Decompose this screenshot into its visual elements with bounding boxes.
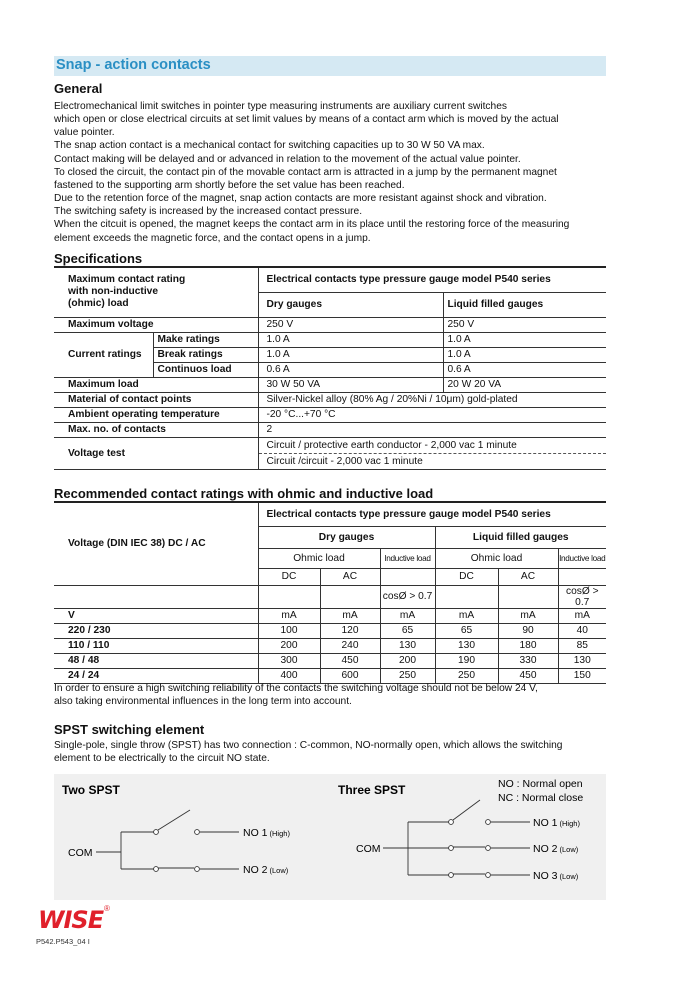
general-heading: General <box>54 81 103 96</box>
spst-heading: SPST switching element <box>54 722 205 737</box>
rec-cell: 90 <box>498 623 558 638</box>
legend-nc: NC : Normal close <box>498 792 584 804</box>
spec-label: Make ratings <box>153 332 258 347</box>
rec-dc: DC <box>258 568 320 585</box>
spst-line: Single-pole, single throw (SPST) has two connection : C-common, NO-normally open, which allows the switching <box>54 740 563 751</box>
spec-label: Maximum load <box>54 377 258 392</box>
spec-label: Continuos load <box>153 362 258 377</box>
rec-header-top: Electrical contacts type pressure gauge model P540 series <box>258 503 606 526</box>
general-line: Electromechanical limit switches in pointer type measuring instruments are auxiliary current switches <box>54 101 507 112</box>
spec-label: Current ratings <box>54 332 153 377</box>
rec-inductive: Inductive load <box>380 548 435 568</box>
general-line: Due to the retention force of the magnet, snap action contacts are more resistant against shock and vibration. <box>54 193 547 205</box>
rec-voltage: 48 / 48 <box>54 653 258 668</box>
rec-cell: 330 <box>498 653 558 668</box>
general-line: which open or close electrical circuits at set limit values by means of a contact arm which is moved by the actual <box>54 114 559 126</box>
spec-label: Ambient operating temperature <box>54 407 258 422</box>
rec-unit: mA <box>435 608 498 623</box>
general-line: When the citcuit is opened, the magnet keeps the contact arm in its place until the restoring force of the measuring <box>54 219 570 231</box>
spec-header-top: Electrical contacts type pressure gauge model P540 series <box>258 268 606 292</box>
rec-unit-v: V <box>54 608 258 623</box>
spec-value: Circuit /circuit - 2,000 vac 1 minute <box>266 455 423 467</box>
spec-label: Voltage test <box>54 437 258 469</box>
rec-cell: 180 <box>498 638 558 653</box>
spec-header-line: with non-inductive <box>68 286 158 298</box>
no1-label: NO 1 (High) <box>533 817 580 829</box>
spec-header-line: (ohmic) load <box>68 298 129 310</box>
rec-cell: 190 <box>435 653 498 668</box>
rec-cell: 150 <box>558 668 606 683</box>
rec-cell: 200 <box>258 638 320 653</box>
contact-points <box>154 830 200 872</box>
table-row <box>54 638 606 653</box>
spec-value: 0.6 A <box>258 362 443 377</box>
spec-value: 0.6 A <box>443 362 606 377</box>
rec-cell: 130 <box>435 638 498 653</box>
general-line: The switching safety is increased by the increased contact pressure. <box>54 206 363 218</box>
general-line: The snap action contact is a mechanical contact for switching capacities up to 30 W 50 VA max. <box>54 140 485 152</box>
spec-value: 1.0 A <box>258 332 443 347</box>
rec-voltage: 110 / 110 <box>54 638 258 653</box>
rec-blank <box>498 585 558 608</box>
general-line: Contact making will be delayed and or advanced in relation to the movement of the actual value pointer. <box>54 153 521 165</box>
specifications-table <box>54 268 606 470</box>
rec-ohmic: Ohmic load <box>435 548 558 568</box>
page-title: Snap - action contacts <box>56 57 211 73</box>
rec-cell: 240 <box>320 638 380 653</box>
table-row <box>54 623 606 638</box>
table-row <box>54 668 606 683</box>
rec-blank <box>435 585 498 608</box>
rec-cell: 450 <box>498 668 558 683</box>
recommended-heading: Recommended contact ratings with ohmic and inductive load <box>54 486 434 501</box>
rec-dc: DC <box>435 568 498 585</box>
spec-value: Circuit / protective earth conductor - 2,000 vac 1 minute <box>259 438 607 454</box>
rec-blank <box>320 585 380 608</box>
rec-unit: mA <box>380 608 435 623</box>
two-spst-wiring <box>96 810 239 869</box>
note-line: also taking environmental influences in the long term into account. <box>54 696 352 708</box>
rec-cell: 65 <box>435 623 498 638</box>
com-label: COM <box>68 847 93 859</box>
com-label: COM <box>356 843 381 855</box>
rec-cell: 300 <box>258 653 320 668</box>
rec-unit: mA <box>558 608 606 623</box>
rec-cell: 250 <box>380 668 435 683</box>
spec-value: 250 V <box>258 317 443 332</box>
spec-label: Material of contact points <box>54 392 258 407</box>
rec-inductive: Inductive load <box>558 548 606 568</box>
rec-blank <box>380 568 435 585</box>
spec-header-line: Maximum contact rating <box>68 274 186 286</box>
rec-cell: 40 <box>558 623 606 638</box>
rec-cell: 85 <box>558 638 606 653</box>
no3-label: NO 3 (Low) <box>533 870 579 882</box>
rec-cell: 65 <box>380 623 435 638</box>
rec-voltage: 24 / 24 <box>54 668 258 683</box>
general-line: fastened to the supporting arm shortly before the set value has been reached. <box>54 179 405 191</box>
rec-ohmic: Ohmic load <box>258 548 380 568</box>
spec-col-dry: Dry gauges <box>258 292 443 317</box>
rec-cell: 600 <box>320 668 380 683</box>
rec-cell: 100 <box>258 623 320 638</box>
spst-diagram-panel <box>54 774 606 900</box>
rec-ac: AC <box>320 568 380 585</box>
recommended-note <box>54 682 614 708</box>
rec-cell: 200 <box>380 653 435 668</box>
spst-text <box>54 739 614 765</box>
spec-value: 30 W 50 VA <box>258 377 443 392</box>
rec-blank <box>558 568 606 585</box>
rec-cell: 400 <box>258 668 320 683</box>
recommended-table <box>54 503 606 684</box>
spec-value: Silver-Nickel alloy (80% Ag / 20%Ni / 10μm) gold-plated <box>258 392 606 407</box>
general-line: To closed the circuit, the contact pin of the movable contact arm is attracted in a jump by the permanent magnet <box>54 166 557 178</box>
rec-liquid: Liquid filled gauges <box>435 526 606 548</box>
rec-voltage: 220 / 230 <box>54 623 258 638</box>
rec-blank <box>258 585 320 608</box>
no2-label: NO 2 (Low) <box>243 864 289 876</box>
spec-value: 250 V <box>443 317 606 332</box>
spst-line: element to be electrically to the circuit NO state. <box>54 753 270 765</box>
spec-label: Break ratings <box>153 347 258 362</box>
rec-dry: Dry gauges <box>258 526 435 548</box>
rec-cos: cosØ > 0.7 <box>380 585 435 608</box>
note-line: In order to ensure a high switching reliability of the contacts the switching voltage should not be below 24 V, <box>54 683 538 694</box>
spec-value: 1.0 A <box>258 347 443 362</box>
legend-no: NO : Normal open <box>498 778 583 790</box>
rec-blank <box>54 585 258 608</box>
two-spst-title: Two SPST <box>62 783 120 797</box>
spec-label: Max. no. of contacts <box>54 422 258 437</box>
spec-value-cell <box>258 437 606 469</box>
three-spst-wiring <box>383 800 530 875</box>
spec-col-liquid: Liquid filled gauges <box>443 292 606 317</box>
rec-cell: 250 <box>435 668 498 683</box>
spst-diagram <box>54 774 606 900</box>
rec-unit: mA <box>258 608 320 623</box>
contact-points <box>449 820 491 878</box>
spec-label: Maximum voltage <box>54 317 258 332</box>
document-code: P542.P543_04 I <box>36 937 90 946</box>
no2-label: NO 2 (Low) <box>533 843 579 855</box>
logo-text: WISE <box>38 906 104 934</box>
section-title-bar <box>54 56 606 76</box>
rec-unit: mA <box>320 608 380 623</box>
rec-ac: AC <box>498 568 558 585</box>
spec-value: 20 W 20 VA <box>443 377 606 392</box>
spec-value: -20 °C...+70 °C <box>258 407 606 422</box>
rec-cell: 130 <box>380 638 435 653</box>
general-text <box>54 100 614 245</box>
general-line: element exceeds the magnetic force, and the contact opens in a jump. <box>54 232 371 244</box>
spec-value: 1.0 A <box>443 347 606 362</box>
rec-cos: cosØ > 0.7 <box>558 585 606 608</box>
rec-cell: 450 <box>320 653 380 668</box>
spec-value: 1.0 A <box>443 332 606 347</box>
rec-cell: 120 <box>320 623 380 638</box>
spec-header-left <box>54 268 258 317</box>
general-line: value pointer. <box>54 127 115 139</box>
rec-voltage-label: Voltage (DIN IEC 38) DC / AC <box>54 503 258 585</box>
wise-logo <box>38 904 110 934</box>
rec-unit: mA <box>498 608 558 623</box>
registered-mark: ® <box>104 904 110 913</box>
spec-value: 2 <box>258 422 606 437</box>
no1-label: NO 1 (High) <box>243 827 290 839</box>
three-spst-title: Three SPST <box>338 783 406 797</box>
table-row <box>54 653 606 668</box>
specifications-heading: Specifications <box>54 251 143 266</box>
rec-cell: 130 <box>558 653 606 668</box>
